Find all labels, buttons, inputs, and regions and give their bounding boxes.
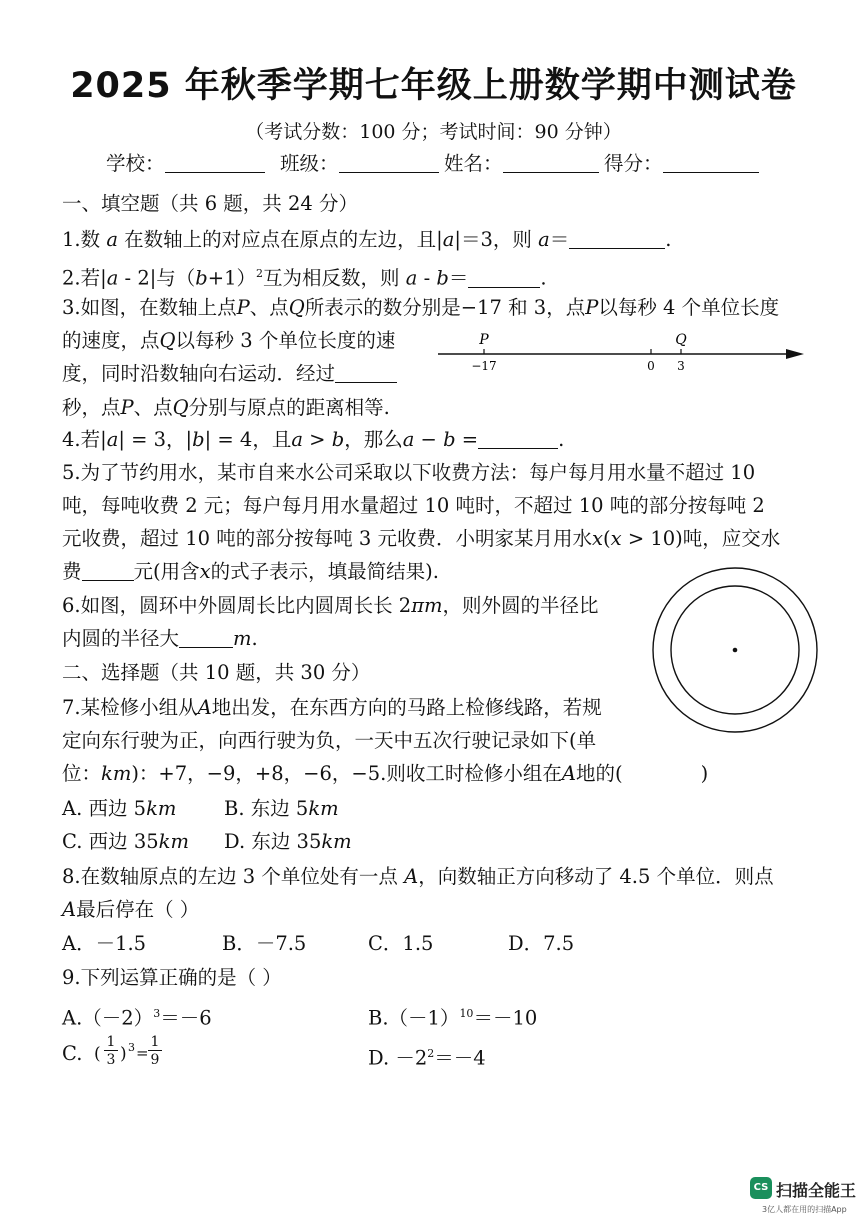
q6-text: ，则外圆的半径比 xyxy=(442,594,599,617)
question-5-line-1: 5.为了节约用水，某市自来水公司采取以下收费方法：每户每月用水量不超过 10 xyxy=(62,461,756,484)
q5-text: 元收费，超过 10 吨的部分按每吨 3 元收费．小明家某月用水 xyxy=(62,527,593,550)
q2-text: 2.若| xyxy=(62,266,107,290)
q1-var-a: a xyxy=(106,228,118,251)
question-3-line-3 xyxy=(62,362,397,386)
q2-text: 互为相反数，则 xyxy=(263,266,406,290)
q1-text: |＝3，则 xyxy=(454,228,539,251)
q2-var: a xyxy=(106,266,119,290)
q7-var: A xyxy=(561,762,576,785)
annulus-figure xyxy=(650,565,820,735)
q4-text: | = 4，且 xyxy=(204,428,292,451)
q3-text: 度，同时沿数轴向右运动．经过 xyxy=(62,362,336,385)
q3-var: Q xyxy=(172,396,189,419)
exam-info: （考试分数：100 分；考试时间：90 分钟） xyxy=(245,121,622,143)
q9-option-c-paren-open: ( xyxy=(94,1044,101,1064)
name-blank[interactable] xyxy=(503,152,599,173)
q9-option-d-base: D. －2 xyxy=(368,1046,428,1070)
q7-option-a-text: A. 西边 5 xyxy=(62,797,147,820)
page-title: 2025 年秋季学期七年级上册数学期中测试卷 xyxy=(70,66,797,106)
question-2 xyxy=(62,262,547,291)
q2-var: a xyxy=(405,266,418,290)
q7-option-a-unit: km xyxy=(146,797,177,820)
q9-option-b-base: B.（－1） xyxy=(368,1006,460,1030)
q1-var-a: a xyxy=(442,228,455,251)
q2-answer-blank[interactable] xyxy=(468,267,540,288)
q3-text: 的速度，点 xyxy=(62,329,160,352)
school-field xyxy=(106,152,265,176)
q5-text: 费 xyxy=(62,560,82,583)
question-1 xyxy=(62,228,671,252)
q8-var: A xyxy=(404,865,419,888)
name-label: 姓名： xyxy=(444,152,503,175)
q8-option-c[interactable]: C．1.5 xyxy=(368,932,434,955)
question-3-line-2 xyxy=(62,329,395,353)
q5-text: ( xyxy=(603,527,611,550)
number-line-arrow xyxy=(786,349,804,359)
q9-option-a-result: ＝－6 xyxy=(160,1006,212,1030)
q3-var: Q xyxy=(159,329,176,352)
q3-var: P xyxy=(120,396,134,419)
q9-option-c-exponent: 3 xyxy=(128,1041,135,1054)
q4-var: a xyxy=(106,428,119,451)
q6-var: πm xyxy=(411,594,443,617)
question-6-line-2 xyxy=(62,627,258,651)
q4-text: − xyxy=(414,428,444,451)
score-label: 得分： xyxy=(604,152,663,175)
q4-var: a xyxy=(291,428,303,451)
q3-answer-blank[interactable] xyxy=(335,362,397,383)
question-7-line-2: 定向东行驶为正，向西行驶为负，一天中五次行驶记录如下(单 xyxy=(62,729,597,752)
question-8-line-1 xyxy=(62,865,774,889)
q7-text: )：+7，−9，+8，−6，−5.则收工时检修小组在 xyxy=(131,762,562,785)
q9-option-c-denominator: 3 xyxy=(106,1052,116,1068)
q5-answer-blank[interactable] xyxy=(82,560,134,581)
section2-heading: 二、选择题（共 10 题，共 30 分） xyxy=(62,661,371,684)
name-field xyxy=(444,152,599,176)
q5-var-x: x xyxy=(610,527,622,550)
q7-option-a[interactable] xyxy=(62,797,176,821)
q3-var: P xyxy=(585,296,599,319)
q8-text: 8.在数轴原点的左边 3 个单位处有一点 xyxy=(62,865,405,888)
q2-period: . xyxy=(540,266,547,290)
q9-option-c-numerator: 1 xyxy=(104,1034,118,1051)
tick-label-origin: 0 xyxy=(647,359,655,373)
q9-option-c-label: C. xyxy=(62,1042,83,1065)
q4-var: b xyxy=(192,428,205,451)
q4-text: | = 3，| xyxy=(118,428,193,451)
q9-option-a[interactable] xyxy=(62,1002,212,1031)
q2-text: - 2|与（ xyxy=(118,266,196,290)
class-field xyxy=(280,152,439,176)
q1-text: 1.数 xyxy=(62,228,107,251)
class-blank[interactable] xyxy=(339,152,439,173)
q9-option-c-paren-close: ) xyxy=(120,1044,127,1064)
q7-unit: km xyxy=(101,762,132,785)
q7-text: 位： xyxy=(62,762,102,785)
q7-option-b-text: B. 东边 5 xyxy=(224,797,309,820)
q9-option-b[interactable] xyxy=(368,1002,537,1031)
q9-option-d[interactable] xyxy=(368,1042,486,1071)
score-field xyxy=(604,152,759,176)
point-q-label: Q xyxy=(675,332,687,348)
q4-text: 4.若| xyxy=(62,428,107,451)
class-label: 班级： xyxy=(280,152,339,175)
q7-option-c-text: C. 西边 35 xyxy=(62,830,159,853)
q2-exponent: 2 xyxy=(256,267,264,280)
q2-var: b xyxy=(436,266,449,290)
q4-var: b xyxy=(331,428,345,451)
tick-label-q: 3 xyxy=(677,359,685,373)
q3-text: 、点 xyxy=(249,296,289,319)
q7-option-b[interactable] xyxy=(224,797,339,821)
q3-text: 以每秒 3 个单位长度的速 xyxy=(175,329,396,352)
q7-option-d-unit: km xyxy=(321,830,352,853)
q4-text: > xyxy=(302,428,332,451)
section1-heading: 一、填空题（共 6 题，共 24 分） xyxy=(62,192,359,215)
q4-text: = xyxy=(455,428,479,451)
question-6-line-1 xyxy=(62,594,599,618)
camscanner-brand: 扫描全能王 xyxy=(776,1181,857,1200)
q9-option-b-exponent: 10 xyxy=(459,1007,474,1020)
question-3-line-1 xyxy=(62,296,779,320)
q4-period: . xyxy=(558,428,565,451)
q7-var: A xyxy=(197,696,212,719)
q1-period: . xyxy=(665,228,672,251)
q3-var: Q xyxy=(288,296,305,319)
q9-option-a-exponent: 3 xyxy=(153,1007,161,1020)
q9-option-c-equals: = xyxy=(136,1044,149,1062)
question-7-line-1 xyxy=(62,696,602,720)
q7-option-d-text: D. 东边 35 xyxy=(224,830,322,853)
q6-period: . xyxy=(251,627,258,650)
q5-text: > 10)吨，应交水 xyxy=(621,527,781,550)
q3-text: 分别与原点的距离相等. xyxy=(188,396,390,419)
number-line-figure xyxy=(436,330,808,376)
q8-option-d[interactable]: D．7.5 xyxy=(508,932,575,955)
q4-answer-blank[interactable] xyxy=(478,428,558,449)
q7-text: ) xyxy=(700,762,709,785)
school-label: 学校： xyxy=(106,152,165,175)
q7-option-d[interactable] xyxy=(224,830,352,854)
q8-var: A xyxy=(62,898,77,921)
point-p-label: P xyxy=(479,332,489,348)
q6-answer-blank[interactable] xyxy=(179,627,233,648)
q5-text: 元(用含 xyxy=(133,560,200,583)
q8-option-a[interactable]: A．－1.5 xyxy=(62,932,147,955)
tick-label-p: −17 xyxy=(471,359,497,373)
q1-text: ＝ xyxy=(549,228,570,251)
q5-var-x: x xyxy=(199,560,211,583)
camscanner-slogan: 3亿人都在用的扫描App xyxy=(762,1205,847,1214)
q6-text: 6.如图，圆环中外圆周长比内圆周长长 2 xyxy=(62,594,412,617)
q7-text: 地出发，在东西方向的马路上检修线路，若规 xyxy=(211,696,602,719)
q4-var: b xyxy=(443,428,456,451)
q5-text: 的式子表示，填最简结果). xyxy=(210,560,439,583)
question-5-line-2: 吨，每吨收费 2 元；每户每月用水量超过 10 吨时，不超过 10 吨的部分按每吨 2 xyxy=(62,494,765,517)
q1-text: 在数轴上的对应点在原点的左边，且| xyxy=(117,228,443,251)
q1-var-a: a xyxy=(538,228,550,251)
q6-unit: m xyxy=(233,627,252,650)
q4-var: a xyxy=(402,428,415,451)
q5-var-x: x xyxy=(592,527,604,550)
q7-text: 7.某检修小组从 xyxy=(62,696,198,719)
q8-text: 最后停在（ ） xyxy=(76,898,200,921)
q2-text: ＝ xyxy=(448,266,469,290)
question-8-line-2 xyxy=(62,898,199,922)
q2-var: b xyxy=(195,266,208,290)
school-blank[interactable] xyxy=(165,152,265,173)
q3-var: P xyxy=(236,296,250,319)
q9-option-c-result-numerator: 1 xyxy=(148,1034,162,1051)
q3-text: 所表示的数分别是−17 和 3，点 xyxy=(304,296,586,319)
q7-option-b-unit: km xyxy=(308,797,339,820)
score-blank[interactable] xyxy=(663,152,759,173)
question-5-line-3 xyxy=(62,527,780,551)
q9-option-a-base: A.（－2） xyxy=(62,1006,154,1030)
question-4 xyxy=(62,428,564,452)
q3-text: 、点 xyxy=(133,396,173,419)
q9-option-b-result: ＝－10 xyxy=(473,1006,538,1030)
question-5-line-4 xyxy=(62,560,439,584)
camscanner-logo-icon: CS xyxy=(750,1177,772,1199)
question-3-line-4 xyxy=(62,396,390,420)
q7-option-c-unit: km xyxy=(158,830,189,853)
q2-text: +1） xyxy=(207,266,257,290)
question-7-line-3 xyxy=(62,762,708,786)
q4-text: ，那么 xyxy=(344,428,403,451)
q1-answer-blank[interactable] xyxy=(569,228,665,249)
center-point xyxy=(733,648,738,653)
q8-option-b[interactable]: B．－7.5 xyxy=(222,932,307,955)
q3-text: 3.如图，在数轴上点 xyxy=(62,296,237,319)
q6-text: 内圆的半径大 xyxy=(62,627,180,650)
question-9-stem: 9.下列运算正确的是（ ） xyxy=(62,966,282,989)
q3-text: 以每秒 4 个单位长度 xyxy=(598,296,780,319)
q9-option-d-exponent: 2 xyxy=(427,1047,435,1060)
q9-option-c-result-denominator: 9 xyxy=(150,1052,160,1068)
q7-option-c[interactable] xyxy=(62,830,189,854)
q8-text: ，向数轴正方向移动了 4.5 个单位．则点 xyxy=(418,865,774,888)
q9-option-d-result: ＝－4 xyxy=(434,1046,486,1070)
q3-text: 秒，点 xyxy=(62,396,121,419)
q7-text: 地的( xyxy=(575,762,623,785)
q2-text: - xyxy=(417,266,437,290)
